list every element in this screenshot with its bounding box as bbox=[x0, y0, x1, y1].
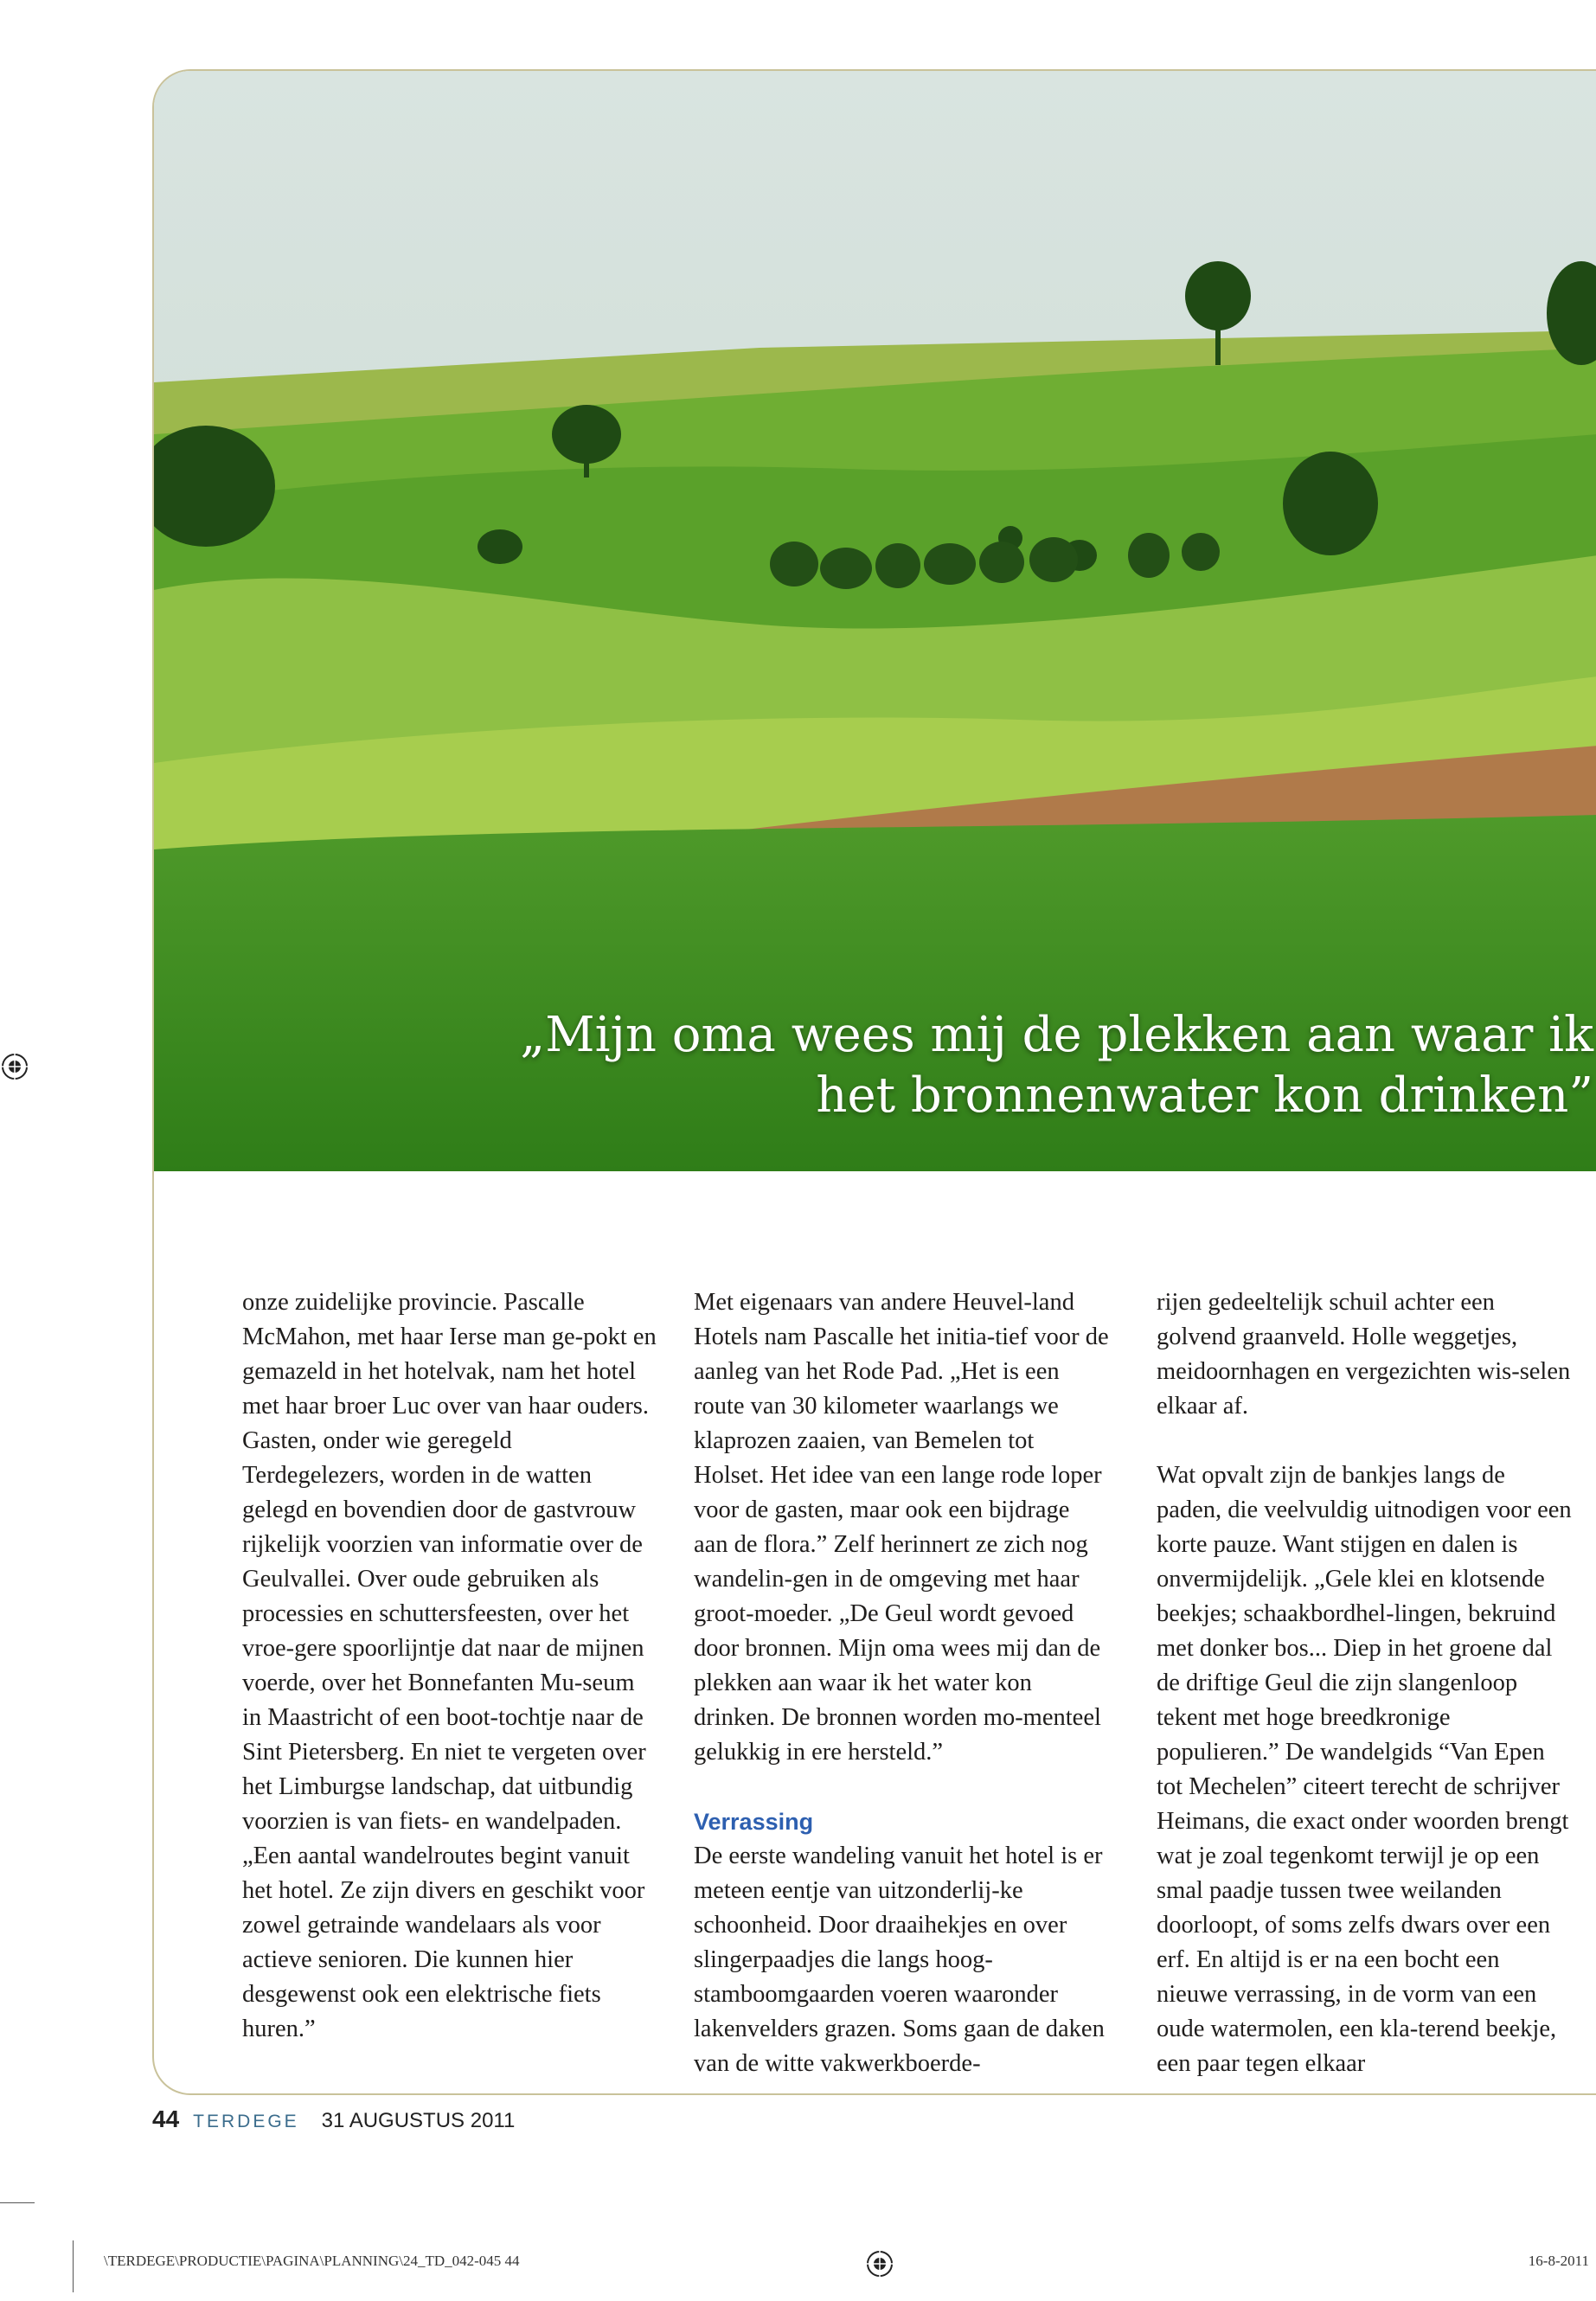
print-slug-path: \TERDEGE\PRODUCTIE\PAGINA\PLANNING\24_TD_042-045 44 bbox=[104, 2253, 520, 2269]
column-3-paragraph-1: rijen gedeeltelijk schuil achter een golvend graanveld. Holle weggetjes, meidoornhagen en vergezichten wis-selen elkaar af. bbox=[1157, 1289, 1571, 1420]
page-number: 44 bbox=[152, 2106, 180, 2132]
magazine-name: TERDEGE bbox=[193, 2112, 299, 2131]
column-1-paragraph: onze zuidelijke provincie. Pascalle McMahon, met haar Ierse man ge-pokt en gemazeld in het hotelvak, nam het hotel met haar broer Luc over van haar ouders. Gasten, onder wie geregeld Terdegelezers, worden in de watten gelegd en bovendien door de gastvrouw rijkelijk voorzien van informatie over de Geulvallei. Over oude gebruiken als processies en schuttersfeesten, over het vroe-gere spoorlijntje dat naar de mijnen voerde, over het Bonnefanten Mu-seum in Maastricht of een boot-tochtje naar de Sint Pietersberg. En niet te vergeten over het Limburgse landschap, dat uitbundig voorzien is van fiets- en wandelpaden. „Een aantal wandelroutes begint vanuit het hotel. Ze zijn divers en geschikt voor zowel getrainde wandelaars als voor actieve senioren. Die kunnen hier desgewenst ook een elektrische fiets huren.” bbox=[242, 1289, 657, 2042]
article-column-3 bbox=[1157, 1285, 1572, 2081]
registration-mark-icon bbox=[0, 1052, 29, 1081]
subhead-verrassing: Verrassing bbox=[694, 1809, 814, 1835]
column-3-paragraph-2: Wat opvalt zijn de bankjes langs de paden, die veelvuldig uitnodigen voor een korte pauze. Want stijgen en dalen is onvermijdelijk. „Gele klei en klotsende beekjes; schaakbordhel-lingen, bekruind met donker bos... Diep in het groene dal de driftige Geul die zijn slangenloop tekent met hoge breedkronige populieren.” De wandelgids “Van Epen tot Mechelen” citeert terecht de schrijver Heimans, die exact onder woorden brengt wat je zoal tegenkomt terwijl je op een smal paadje tussen twee weilanden doorloopt, of soms zelfs dwars over een erf. En altijd is er na een bocht een nieuwe verrassing, in de vorm van een oude watermolen, een kla-terend beekje, een paar tegen elkaar bbox=[1157, 1462, 1572, 2077]
crop-mark bbox=[0, 2202, 35, 2203]
crop-mark bbox=[73, 2240, 74, 2292]
issue-date: 31 AUGUSTUS 2011 bbox=[321, 2109, 516, 2132]
column-2-paragraph-1: Met eigenaars van andere Heuvel-land Hotels nam Pascalle het initia-tief voor de aanleg van het Rode Pad. „Het is een route van 30 kilometer waarlangs we klaprozen zaaien, van Bemelen tot Holset. Het idee van een lange rode loper voor de gasten, maar ook een bijdrage aan de flora.” Zelf herinnert ze zich nog wandelin-gen in de omgeving met haar groot-moeder. „De Geul wordt gevoed door bronnen. Mijn oma wees mij dan de plekken aan waar ik het water kon drinken. De bronnen worden mo-menteel gelukkig in ere hersteld.” bbox=[694, 1289, 1109, 1766]
article-frame bbox=[152, 69, 1596, 2095]
page-footer bbox=[152, 2106, 515, 2140]
article-column-2 bbox=[694, 1285, 1109, 2081]
pull-quote-line-2: het bronnenwater kon drinken” bbox=[816, 1067, 1593, 1124]
article-column-1 bbox=[242, 1285, 657, 2047]
print-slug-date: 16-8-2011 bbox=[1528, 2253, 1589, 2269]
column-2-paragraph-2: De eerste wandeling vanuit het hotel is er meteen eentje van uitzonderlij-ke schoonheid. Door draaihekjes en over slingerpaadjes die langs hoog-stamboomgaarden voeren waaronder lakenvelders grazen. Soms gaan de daken van de witte vakwerkboerde- bbox=[694, 1843, 1105, 2077]
pull-quote-line-1: „Mijn oma wees mij de plekken aan waar ik bbox=[520, 1007, 1593, 1063]
registration-mark-icon bbox=[865, 2249, 894, 2279]
pull-quote bbox=[382, 1005, 1593, 1126]
